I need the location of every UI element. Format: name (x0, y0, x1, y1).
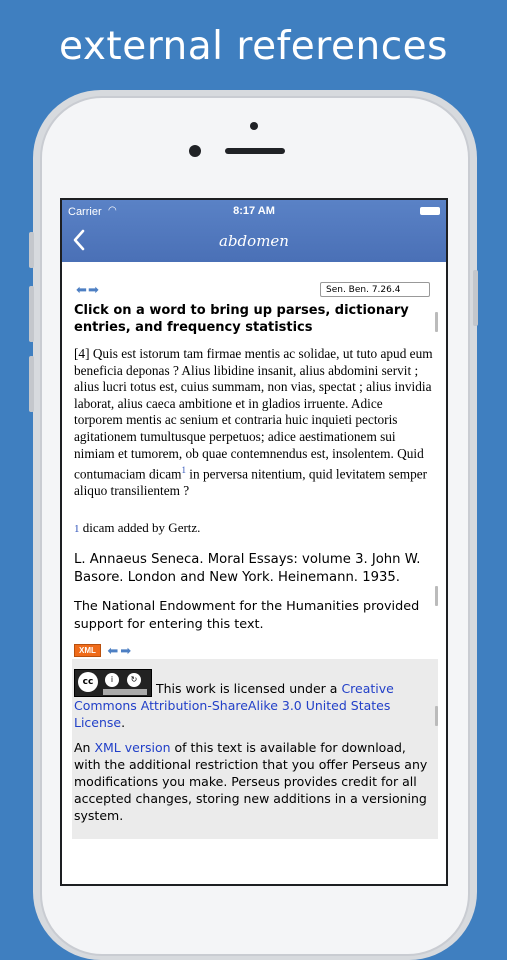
citation: L. Annaeus Seneca. Moral Essays: volume 3. John W. Basore. London and New York. Heinemann. 1935. (74, 552, 421, 585)
latin-text-continued[interactable]: in perversa nitentium, quid levitatem semper aliquo transilientem ? (74, 466, 428, 499)
xml-note-prefix: An (74, 740, 95, 755)
license-end: . (121, 715, 126, 730)
funding-note: The National Endowment for the Humanities provided support for entering this text. (74, 599, 420, 632)
footnote-number[interactable]: 1 (74, 523, 80, 535)
previous-arrow-icon[interactable]: ⬅ (107, 642, 119, 658)
app-screen (60, 198, 448, 886)
license-link[interactable]: Creative Commons Attribution-ShareAlike 3.0 United States License (74, 681, 394, 730)
latin-text[interactable]: [4] Quis est istorum tam firmae mentis ac solidae, ut tuto apud eum beneficia deponas ? Alius libidine insanit, alius abdomini servit ; alius lucri totus est, cuius summam, non vias, spectat ; alius invidia laborat, alius caeca ambitione et in gladios irruente. Adice torporem mentis ac senium et contraria huic inquieti pectoris agitationem tumultusque perpetuos; adice aestimationem sui nimiam et tumorem, ob quae contemnendus est, insolentem. Quid contumaciam dicam (74, 346, 433, 482)
battery-icon (420, 207, 440, 215)
scrollbar-segment[interactable] (435, 586, 438, 606)
earpiece-speaker (225, 148, 285, 154)
carrier-label: Carrier (68, 206, 102, 218)
creative-commons-logo[interactable]: cc i ↻ (74, 669, 152, 697)
scrollbar-segment[interactable] (435, 312, 438, 332)
footnote-text: dicam added by Gertz. (79, 520, 201, 535)
wifi-icon: ◠ (108, 205, 117, 216)
status-bar (62, 203, 446, 219)
navigation-bar (62, 200, 446, 262)
instruction-text: Click on a word to bring up parses, dictionary entries, and frequency statistics (74, 303, 409, 335)
sensor-dot (250, 122, 258, 130)
next-arrow-icon[interactable]: ➡ (120, 642, 132, 658)
xml-row (74, 642, 131, 660)
power-button (473, 270, 478, 326)
volume-up-button (29, 286, 34, 342)
footnote-marker[interactable]: 1 (181, 465, 186, 476)
license-statement (74, 669, 436, 731)
volume-down-button (29, 356, 34, 412)
side-button (29, 232, 34, 268)
scrollbar-segment[interactable] (435, 706, 438, 726)
front-camera (189, 145, 201, 157)
text-content (72, 276, 440, 886)
license-intro: This work is licensed under a (152, 681, 342, 696)
xml-version-link[interactable]: XML version (94, 740, 171, 755)
footnote (74, 520, 434, 536)
reference-field[interactable]: Sen. Ben. 7.26.4 (320, 282, 430, 297)
navigation-arrows (76, 282, 100, 298)
previous-section-icon[interactable]: ⬅ (76, 282, 86, 297)
latin-passage[interactable] (74, 346, 434, 500)
page-title: abdomen (219, 232, 289, 250)
license-box (72, 659, 438, 839)
xml-note-text: of this text is available for download, with the additional restriction that you offer Perseus any modifications you make. Perseus provides credit for all accepted changes, storing new additions in a versioning system. (74, 740, 428, 823)
next-section-icon[interactable]: ➡ (88, 282, 98, 297)
xml-download-note (74, 739, 436, 824)
status-time: 8:17 AM (233, 205, 275, 217)
promo-headline: external references (59, 24, 448, 69)
xml-badge[interactable]: XML (74, 644, 101, 657)
